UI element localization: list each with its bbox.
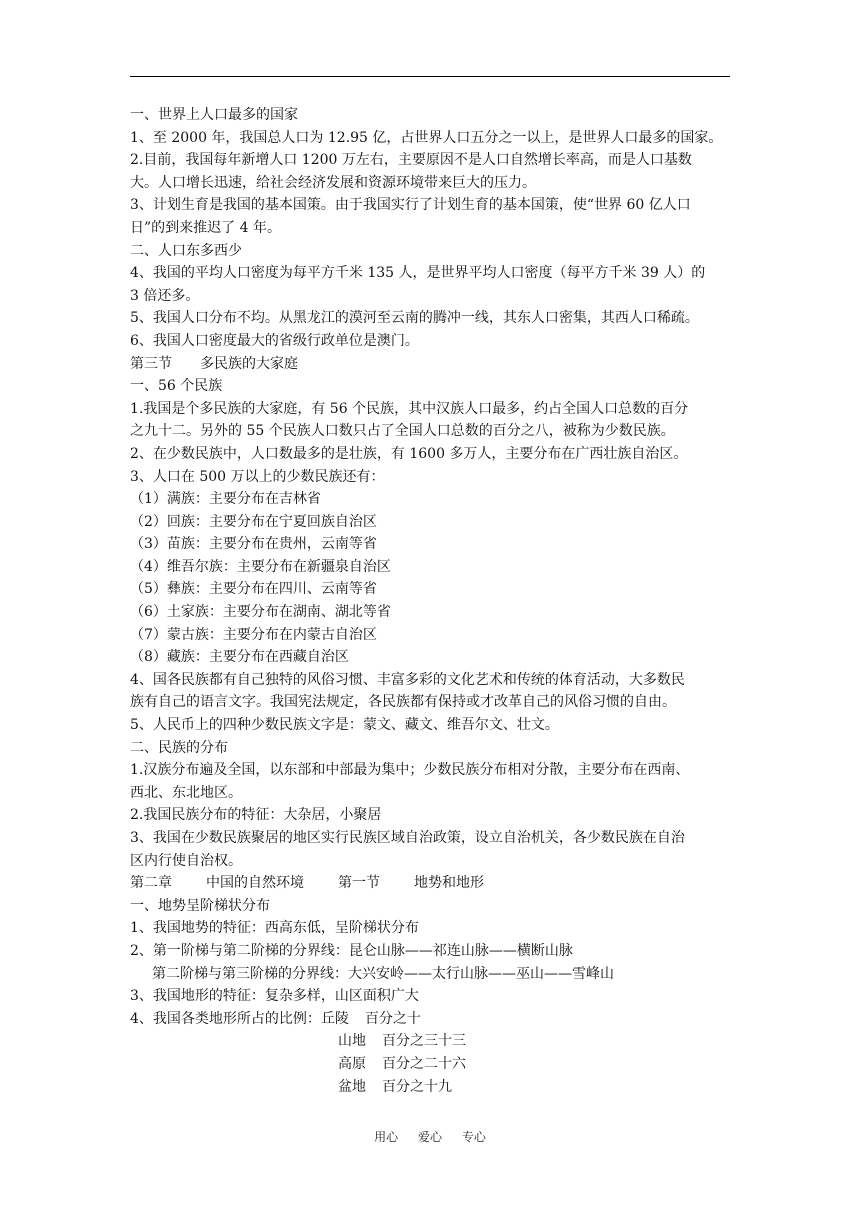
- terrain-name: 高原: [338, 1055, 366, 1072]
- page-footer: [0, 1128, 860, 1145]
- paragraph-line: 2.我国民族分布的特征：大杂居，小聚居: [130, 807, 382, 824]
- paragraph-line: 3 倍还多。: [130, 287, 200, 304]
- footer-word: 爱心: [417, 1130, 442, 1144]
- chapter-heading-2: [130, 872, 732, 895]
- terrain-value: 百分之二十六: [382, 1055, 466, 1072]
- paragraph-line: 4、国各民族都有自己独特的风俗习惯、丰富多彩的文化艺术和传统的体育活动，大多数民: [130, 671, 685, 688]
- terrain-ratio-row: [130, 1030, 732, 1053]
- terrain-name: 山地: [338, 1033, 366, 1050]
- header-rule: [130, 76, 730, 77]
- paragraph-line-indented: 第二阶梯与第三阶梯的分界线：大兴安岭——太行山脉——巫山——雪峰山: [152, 965, 614, 982]
- list-item: （4）维吾尔族：主要分布在新疆泉自治区: [130, 558, 391, 575]
- terrain-ratio-row: [130, 1076, 732, 1099]
- paragraph-line: 4、我国的平均人口密度为每平方千米 135 人，是世界平均人口密度（每平方千米 39 人）的: [130, 265, 706, 282]
- paragraph-line: 1、至 2000 年，我国总人口为 12.95 亿，占世界人口五分之一以上，是世界人口最多的国家。: [130, 129, 723, 146]
- heading-56-ethnic: 一、56 个民族: [130, 378, 223, 395]
- footer-word: 用心: [374, 1130, 399, 1144]
- paragraph-line: 1、我国地势的特征：西高东低，呈阶梯状分布: [130, 920, 419, 937]
- paragraph-line: 2、在少数民族中，人口数最多的是壮族，有 1600 多万人，主要分布在广西壮族自治区。: [130, 445, 688, 462]
- list-item: （2）回族：主要分布在宁夏回族自治区: [130, 513, 377, 530]
- paragraph-line: 2、第一阶梯与第二阶梯的分界线：昆仑山脉——祁连山脉——横断山脉: [130, 942, 573, 959]
- paragraph-line: 区内行使自治权。: [130, 852, 242, 869]
- paragraph-line: 3、计划生育是我国的基本国策。由于我国实行了计划生育的基本国策，使“世界 60 亿人口: [130, 197, 691, 214]
- section-number: 第三节: [130, 355, 172, 372]
- paragraph-line: 日”的到来推迟了 4 年。: [130, 219, 281, 236]
- chapter-number: 第二章: [130, 875, 172, 892]
- paragraph-line: 5、我国人口分布不均。从黑龙江的漠河至云南的腾冲一线，其东人口密集，其西人口稀疏。: [130, 310, 699, 327]
- list-item: （5）彝族：主要分布在四川、云南等省: [130, 581, 377, 598]
- list-item: （3）苗族：主要分布在贵州，云南等省: [130, 536, 377, 553]
- section-title: 多民族的大家庭: [200, 355, 298, 372]
- terrain-value: 百分之十: [364, 1010, 421, 1027]
- heading-ethnic-distribution: 二、民族的分布: [130, 739, 228, 756]
- terrain-name: 盆地: [338, 1078, 366, 1095]
- terrain-value: 百分之三十三: [382, 1033, 466, 1050]
- paragraph-line: 3、我国地形的特征：复杂多样，山区面积广大: [130, 988, 419, 1005]
- section-title: 地势和地形: [414, 875, 484, 892]
- paragraph-line: 之九十二。另外的 55 个民族人口数只占了全国人口总数的百分之八，被称为少数民族。: [130, 423, 675, 440]
- paragraph-line: 2.目前，我国每年新增人口 1200 万左右，主要原因不是人口自然增长率高，而是人口基数: [130, 152, 692, 169]
- paragraph-line: 族有自己的语言文字。我国宪法规定，各民族都有保持或才改革自己的风俗习惯的自由。: [130, 694, 676, 711]
- paragraph-line: 西北、东北地区。: [130, 784, 242, 801]
- paragraph-line: 1.我国是个多民族的大家庭，有 56 个民族，其中汉族人口最多，约占全国人口总数的百分: [130, 400, 689, 417]
- footer-word: 专心: [461, 1130, 486, 1144]
- terrain-ratio-row: [130, 1053, 732, 1076]
- paragraph-line: 6、我国人口密度最大的省级行政单位是澳门。: [130, 332, 419, 349]
- terrain-intro: 4、我国各类地形所占的比例：: [130, 1010, 321, 1027]
- heading-terrain-steps: 一、地势呈阶梯状分布: [130, 897, 270, 914]
- paragraph-line: 5、人民币上的四种少数民族文字是：蒙文、藏文、维吾尔文、壮文。: [130, 717, 559, 734]
- chapter-title: 中国的自然环境: [206, 875, 304, 892]
- paragraph-line: 3、人口在 500 万以上的少数民族还有：: [130, 468, 385, 485]
- document-body: [130, 104, 732, 1098]
- list-item: （7）蒙古族：主要分布在内蒙古自治区: [130, 626, 377, 643]
- section-heading-3: [130, 353, 732, 376]
- heading-east-west: 二、人口东多西少: [130, 242, 242, 259]
- paragraph-line: 大。人口增长迅速，给社会经济发展和资源环境带来巨大的压力。: [130, 174, 536, 191]
- terrain-ratio-first: [130, 1008, 732, 1031]
- paragraph-line: 3、我国在少数民族聚居的地区实行民族区域自治政策，设立自治机关，各少数民族在自治: [130, 830, 685, 846]
- list-item: （8）藏族：主要分布在西藏自治区: [130, 649, 349, 666]
- terrain-name: 丘陵: [320, 1010, 349, 1027]
- paragraph-line: 1.汉族分布遍及全国，以东部和中部最为集中；少数民族分布相对分散，主要分布在西南、: [130, 762, 690, 779]
- heading-population: 一、世界上人口最多的国家: [130, 107, 298, 123]
- section-number: 第一节: [338, 875, 380, 892]
- list-item: （1）满族：主要分布在吉林省: [130, 491, 321, 508]
- terrain-value: 百分之十九: [382, 1078, 452, 1095]
- list-item: （6）土家族：主要分布在湖南、湖北等省: [130, 604, 391, 621]
